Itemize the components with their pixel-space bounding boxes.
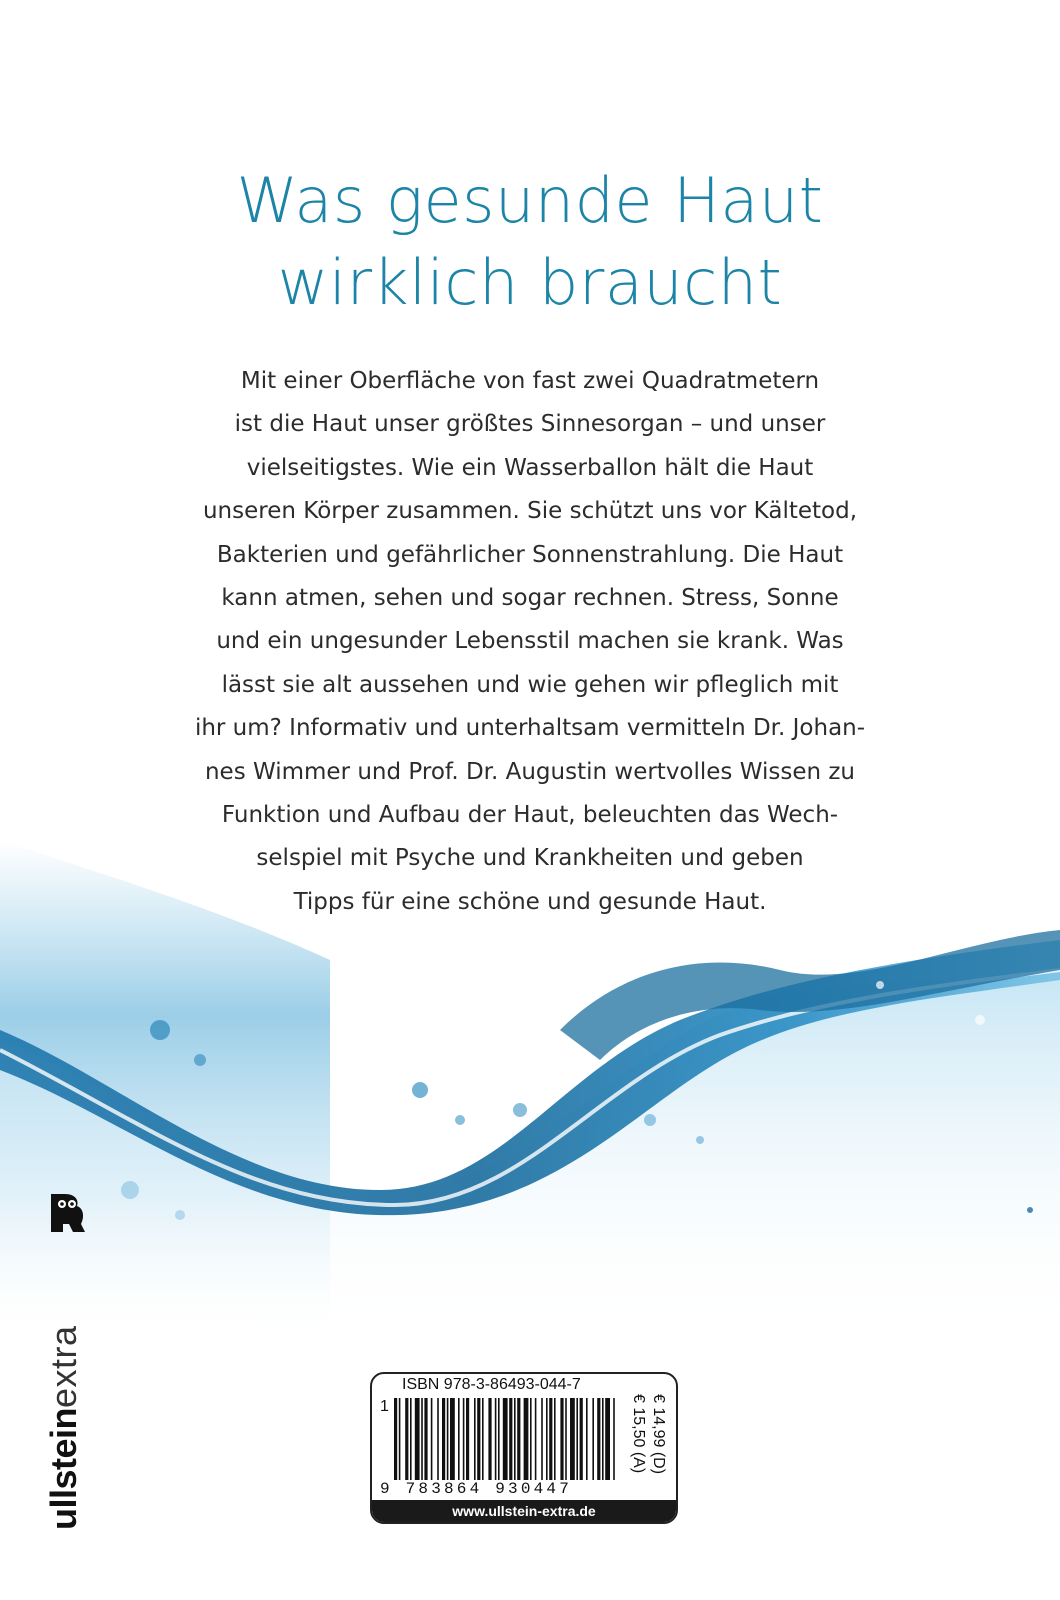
blurb-line: und ein ungesunder Lebensstil machen sie krank. Was [216, 628, 844, 655]
blurb-line: lässt sie alt aussehen und wie gehen wir pfleglich mit [221, 671, 839, 698]
publisher-name-light: extra [43, 1325, 84, 1408]
title-line-2: wirklich braucht [277, 246, 783, 319]
publisher-logo [42, 1190, 86, 1530]
price-at: € 15,50 (A) [630, 1394, 647, 1474]
blurb-line: ihr um? Informativ und unterhaltsam vermitteln Dr. Johan- [194, 715, 866, 742]
publisher-url: www.ullstein-extra.de [372, 1500, 676, 1522]
barcode-lead-digit: 1 [380, 1398, 389, 1415]
cover-title [0, 160, 1060, 324]
blurb-line: kann atmen, sehen und sogar rechnen. Stress, Sonne [221, 585, 839, 612]
blurb-line: unseren Körper zusammen. Sie schützt uns vor Kältetod, [202, 498, 858, 525]
blurb-line: Mit einer Oberfläche von fast zwei Quadratmetern [240, 368, 820, 394]
publisher-name-bold: ullstein [43, 1407, 84, 1530]
blurb-line: ist die Haut unser größtes Sinnesorgan – und unser [234, 411, 826, 438]
blurb-line: vielseitigstes. Wie ein Wasserballon hält die Haut [246, 454, 814, 481]
blurb-line: selspiel mit Psyche und Krankheiten und geben [256, 845, 804, 872]
blurb-line: Tipps für eine schöne und gesunde Haut. [293, 888, 767, 915]
blurb-line: Bakterien und gefährlicher Sonnenstrahlung. Die Haut [216, 541, 844, 568]
blurb-line: nes Wimmer und Prof. Dr. Augustin wertvolles Wissen zu [204, 758, 856, 785]
barcode-digits: 9 783864 930447 [380, 1480, 573, 1498]
price-block [626, 1394, 670, 1494]
isbn-text: ISBN 978-3-86493-044-7 [402, 1376, 581, 1393]
title-line-1: Was gesunde Haut [236, 164, 824, 237]
barcode-bars [394, 1398, 616, 1480]
barcode-label [370, 1372, 678, 1524]
price-de: € 14,99 (D) [650, 1394, 667, 1475]
blurb-line: Funktion und Aufbau der Haut, beleuchten das Wech- [221, 802, 839, 829]
water-wave-image [0, 820, 1060, 1340]
